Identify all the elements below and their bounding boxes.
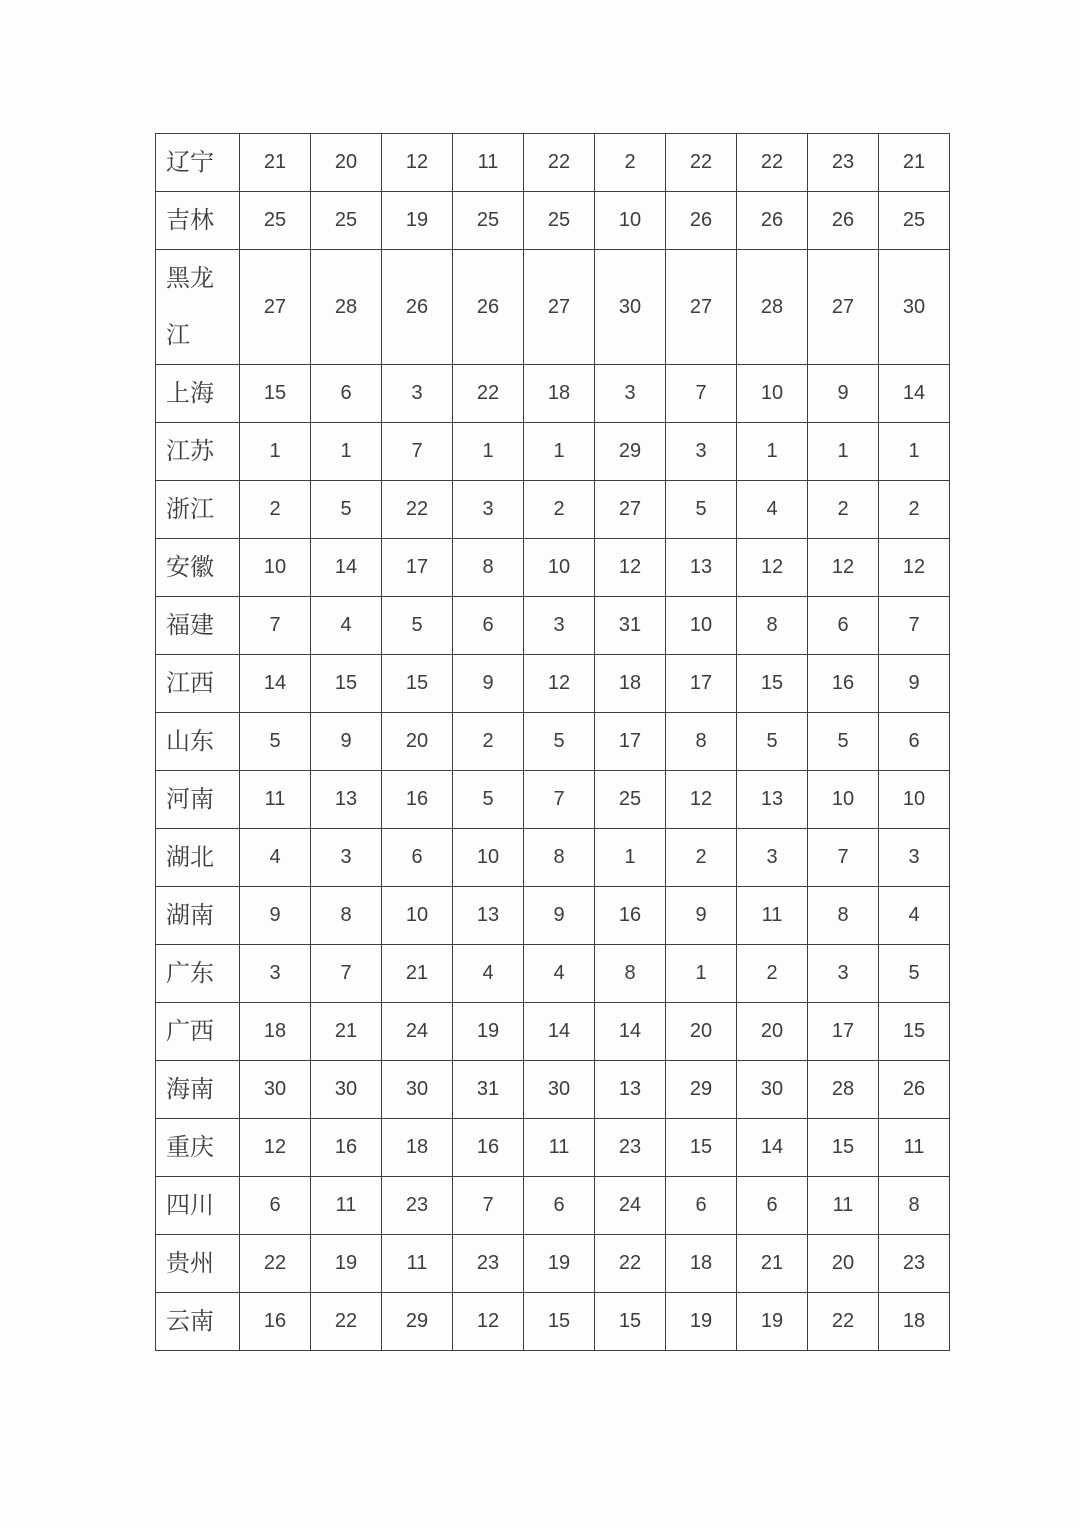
- rank-value-cell: 15: [311, 655, 382, 713]
- rank-value-cell: 16: [595, 887, 666, 945]
- rank-value-cell: 24: [595, 1177, 666, 1235]
- rank-value-cell: 20: [382, 713, 453, 771]
- rank-value-cell: 8: [879, 1177, 950, 1235]
- rank-value-cell: 10: [737, 365, 808, 423]
- province-name-cell: 湖南: [156, 887, 240, 945]
- rank-value-cell: 8: [737, 597, 808, 655]
- rank-value-cell: 21: [240, 134, 311, 192]
- rank-value-cell: 5: [311, 481, 382, 539]
- rank-value-cell: 12: [879, 539, 950, 597]
- rank-value-cell: 22: [808, 1293, 879, 1351]
- rank-value-cell: 4: [240, 829, 311, 887]
- rank-value-cell: 14: [311, 539, 382, 597]
- table-row: [156, 1061, 950, 1119]
- province-rank-table: [155, 133, 950, 1351]
- rank-value-cell: 7: [382, 423, 453, 481]
- rank-value-cell: 4: [879, 887, 950, 945]
- rank-value-cell: 17: [595, 713, 666, 771]
- rank-value-cell: 29: [666, 1061, 737, 1119]
- province-name-cell: 辽宁: [156, 134, 240, 192]
- rank-value-cell: 20: [311, 134, 382, 192]
- table-row: [156, 887, 950, 945]
- rank-value-cell: 16: [808, 655, 879, 713]
- rank-value-cell: 22: [524, 134, 595, 192]
- rank-value-cell: 31: [453, 1061, 524, 1119]
- rank-value-cell: 4: [311, 597, 382, 655]
- rank-value-cell: 12: [808, 539, 879, 597]
- table-row: [156, 365, 950, 423]
- rank-value-cell: 18: [595, 655, 666, 713]
- rank-value-cell: 28: [311, 250, 382, 365]
- province-name-cell: 贵州: [156, 1235, 240, 1293]
- province-name-cell: 福建: [156, 597, 240, 655]
- province-table-body: [156, 134, 950, 1351]
- rank-value-cell: 21: [382, 945, 453, 1003]
- table-row: [156, 597, 950, 655]
- rank-value-cell: 6: [311, 365, 382, 423]
- rank-value-cell: 13: [595, 1061, 666, 1119]
- rank-value-cell: 10: [879, 771, 950, 829]
- rank-value-cell: 5: [666, 481, 737, 539]
- rank-value-cell: 11: [737, 887, 808, 945]
- rank-value-cell: 14: [595, 1003, 666, 1061]
- rank-value-cell: 1: [453, 423, 524, 481]
- rank-value-cell: 14: [524, 1003, 595, 1061]
- rank-value-cell: 1: [737, 423, 808, 481]
- rank-value-cell: 1: [808, 423, 879, 481]
- rank-value-cell: 22: [737, 134, 808, 192]
- province-name-cell: 云南: [156, 1293, 240, 1351]
- rank-value-cell: 25: [524, 192, 595, 250]
- rank-value-cell: 22: [311, 1293, 382, 1351]
- province-name-cell: 黑龙江: [156, 250, 240, 365]
- rank-value-cell: 1: [240, 423, 311, 481]
- rank-value-cell: 25: [453, 192, 524, 250]
- rank-value-cell: 9: [666, 887, 737, 945]
- rank-value-cell: 3: [879, 829, 950, 887]
- rank-value-cell: 8: [666, 713, 737, 771]
- rank-value-cell: 23: [808, 134, 879, 192]
- rank-value-cell: 3: [311, 829, 382, 887]
- rank-value-cell: 5: [240, 713, 311, 771]
- rank-value-cell: 2: [737, 945, 808, 1003]
- rank-value-cell: 4: [524, 945, 595, 1003]
- rank-value-cell: 10: [240, 539, 311, 597]
- rank-value-cell: 22: [666, 134, 737, 192]
- province-name-cell: 安徽: [156, 539, 240, 597]
- rank-value-cell: 9: [311, 713, 382, 771]
- rank-value-cell: 16: [453, 1119, 524, 1177]
- rank-value-cell: 2: [595, 134, 666, 192]
- rank-value-cell: 9: [524, 887, 595, 945]
- rank-value-cell: 14: [737, 1119, 808, 1177]
- rank-value-cell: 15: [240, 365, 311, 423]
- rank-value-cell: 5: [382, 597, 453, 655]
- table-row: [156, 945, 950, 1003]
- rank-value-cell: 30: [382, 1061, 453, 1119]
- rank-value-cell: 2: [666, 829, 737, 887]
- rank-value-cell: 10: [595, 192, 666, 250]
- table-row: [156, 1293, 950, 1351]
- rank-value-cell: 27: [240, 250, 311, 365]
- province-name-cell: 湖北: [156, 829, 240, 887]
- table-row: [156, 539, 950, 597]
- rank-value-cell: 10: [666, 597, 737, 655]
- rank-value-cell: 29: [382, 1293, 453, 1351]
- rank-value-cell: 30: [879, 250, 950, 365]
- table-row: [156, 250, 950, 365]
- rank-value-cell: 12: [737, 539, 808, 597]
- rank-value-cell: 22: [240, 1235, 311, 1293]
- rank-value-cell: 18: [524, 365, 595, 423]
- table-row: [156, 655, 950, 713]
- rank-value-cell: 12: [524, 655, 595, 713]
- rank-value-cell: 15: [595, 1293, 666, 1351]
- rank-value-cell: 13: [453, 887, 524, 945]
- rank-value-cell: 10: [453, 829, 524, 887]
- rank-value-cell: 2: [240, 481, 311, 539]
- rank-value-cell: 7: [808, 829, 879, 887]
- rank-value-cell: 3: [737, 829, 808, 887]
- rank-value-cell: 10: [382, 887, 453, 945]
- rank-value-cell: 7: [524, 771, 595, 829]
- rank-value-cell: 26: [737, 192, 808, 250]
- rank-value-cell: 11: [311, 1177, 382, 1235]
- rank-value-cell: 7: [666, 365, 737, 423]
- rank-value-cell: 18: [879, 1293, 950, 1351]
- table-row: [156, 481, 950, 539]
- rank-value-cell: 11: [453, 134, 524, 192]
- rank-value-cell: 12: [240, 1119, 311, 1177]
- rank-value-cell: 26: [808, 192, 879, 250]
- rank-value-cell: 14: [879, 365, 950, 423]
- rank-value-cell: 16: [382, 771, 453, 829]
- rank-value-cell: 6: [453, 597, 524, 655]
- rank-value-cell: 5: [737, 713, 808, 771]
- rank-value-cell: 15: [737, 655, 808, 713]
- rank-value-cell: 9: [808, 365, 879, 423]
- province-name-cell: 四川: [156, 1177, 240, 1235]
- rank-value-cell: 1: [666, 945, 737, 1003]
- rank-value-cell: 14: [240, 655, 311, 713]
- rank-value-cell: 7: [311, 945, 382, 1003]
- rank-value-cell: 20: [808, 1235, 879, 1293]
- rank-value-cell: 5: [879, 945, 950, 1003]
- rank-value-cell: 11: [524, 1119, 595, 1177]
- rank-value-cell: 9: [879, 655, 950, 713]
- rank-value-cell: 17: [808, 1003, 879, 1061]
- rank-value-cell: 15: [524, 1293, 595, 1351]
- rank-value-cell: 23: [595, 1119, 666, 1177]
- rank-value-cell: 7: [879, 597, 950, 655]
- province-name-cell: 广西: [156, 1003, 240, 1061]
- rank-value-cell: 16: [240, 1293, 311, 1351]
- rank-value-cell: 3: [666, 423, 737, 481]
- rank-value-cell: 6: [737, 1177, 808, 1235]
- rank-value-cell: 11: [240, 771, 311, 829]
- rank-value-cell: 26: [382, 250, 453, 365]
- rank-value-cell: 22: [382, 481, 453, 539]
- rank-value-cell: 21: [737, 1235, 808, 1293]
- rank-value-cell: 13: [666, 539, 737, 597]
- rank-value-cell: 6: [382, 829, 453, 887]
- rank-value-cell: 6: [808, 597, 879, 655]
- rank-value-cell: 2: [808, 481, 879, 539]
- rank-value-cell: 3: [524, 597, 595, 655]
- province-name-cell: 上海: [156, 365, 240, 423]
- rank-value-cell: 8: [311, 887, 382, 945]
- rank-value-cell: 15: [382, 655, 453, 713]
- rank-value-cell: 19: [453, 1003, 524, 1061]
- table-row: [156, 713, 950, 771]
- table-row: [156, 423, 950, 481]
- table-row: [156, 1003, 950, 1061]
- table-row: [156, 134, 950, 192]
- rank-value-cell: 9: [240, 887, 311, 945]
- rank-value-cell: 27: [595, 481, 666, 539]
- rank-value-cell: 1: [595, 829, 666, 887]
- rank-value-cell: 24: [382, 1003, 453, 1061]
- rank-value-cell: 3: [595, 365, 666, 423]
- rank-value-cell: 1: [311, 423, 382, 481]
- rank-value-cell: 16: [311, 1119, 382, 1177]
- rank-value-cell: 12: [382, 134, 453, 192]
- rank-value-cell: 25: [240, 192, 311, 250]
- province-name-cell: 江西: [156, 655, 240, 713]
- rank-value-cell: 28: [808, 1061, 879, 1119]
- rank-value-cell: 30: [240, 1061, 311, 1119]
- rank-value-cell: 25: [595, 771, 666, 829]
- province-name-cell: 吉林: [156, 192, 240, 250]
- province-name-cell: 浙江: [156, 481, 240, 539]
- rank-value-cell: 13: [737, 771, 808, 829]
- table-row: [156, 1235, 950, 1293]
- rank-value-cell: 20: [666, 1003, 737, 1061]
- rank-value-cell: 3: [808, 945, 879, 1003]
- rank-value-cell: 18: [666, 1235, 737, 1293]
- rank-value-cell: 11: [808, 1177, 879, 1235]
- rank-value-cell: 8: [808, 887, 879, 945]
- rank-value-cell: 5: [808, 713, 879, 771]
- rank-value-cell: 25: [311, 192, 382, 250]
- province-name-cell: 山东: [156, 713, 240, 771]
- rank-value-cell: 26: [666, 192, 737, 250]
- rank-value-cell: 4: [737, 481, 808, 539]
- rank-value-cell: 22: [453, 365, 524, 423]
- province-name-cell: 江苏: [156, 423, 240, 481]
- rank-value-cell: 8: [595, 945, 666, 1003]
- rank-value-cell: 30: [737, 1061, 808, 1119]
- rank-value-cell: 1: [524, 423, 595, 481]
- table-row: [156, 192, 950, 250]
- rank-value-cell: 10: [524, 539, 595, 597]
- rank-value-cell: 2: [524, 481, 595, 539]
- rank-value-cell: 6: [666, 1177, 737, 1235]
- rank-value-cell: 17: [382, 539, 453, 597]
- province-name-cell: 广东: [156, 945, 240, 1003]
- rank-value-cell: 3: [240, 945, 311, 1003]
- rank-value-cell: 27: [524, 250, 595, 365]
- rank-value-cell: 28: [737, 250, 808, 365]
- rank-value-cell: 13: [311, 771, 382, 829]
- table-row: [156, 829, 950, 887]
- province-name-cell: 海南: [156, 1061, 240, 1119]
- rank-value-cell: 30: [311, 1061, 382, 1119]
- rank-value-cell: 20: [737, 1003, 808, 1061]
- rank-value-cell: 19: [737, 1293, 808, 1351]
- rank-value-cell: 5: [453, 771, 524, 829]
- rank-value-cell: 8: [524, 829, 595, 887]
- rank-value-cell: 3: [382, 365, 453, 423]
- table-row: [156, 771, 950, 829]
- rank-value-cell: 19: [311, 1235, 382, 1293]
- rank-value-cell: 2: [879, 481, 950, 539]
- rank-value-cell: 21: [879, 134, 950, 192]
- rank-value-cell: 15: [666, 1119, 737, 1177]
- rank-value-cell: 11: [382, 1235, 453, 1293]
- rank-value-cell: 9: [453, 655, 524, 713]
- rank-value-cell: 15: [808, 1119, 879, 1177]
- rank-value-cell: 23: [879, 1235, 950, 1293]
- province-name-cell: 重庆: [156, 1119, 240, 1177]
- rank-value-cell: 10: [808, 771, 879, 829]
- rank-value-cell: 12: [595, 539, 666, 597]
- rank-value-cell: 23: [453, 1235, 524, 1293]
- rank-value-cell: 7: [453, 1177, 524, 1235]
- rank-value-cell: 6: [240, 1177, 311, 1235]
- rank-value-cell: 31: [595, 597, 666, 655]
- rank-value-cell: 18: [240, 1003, 311, 1061]
- table-row: [156, 1119, 950, 1177]
- rank-value-cell: 29: [595, 423, 666, 481]
- rank-value-cell: 5: [524, 713, 595, 771]
- rank-value-cell: 6: [524, 1177, 595, 1235]
- rank-value-cell: 19: [666, 1293, 737, 1351]
- rank-value-cell: 6: [879, 713, 950, 771]
- table-row: [156, 1177, 950, 1235]
- rank-value-cell: 27: [808, 250, 879, 365]
- rank-value-cell: 8: [453, 539, 524, 597]
- rank-value-cell: 12: [666, 771, 737, 829]
- rank-value-cell: 26: [879, 1061, 950, 1119]
- rank-value-cell: 23: [382, 1177, 453, 1235]
- rank-value-cell: 17: [666, 655, 737, 713]
- rank-value-cell: 1: [879, 423, 950, 481]
- rank-value-cell: 19: [382, 192, 453, 250]
- rank-value-cell: 3: [453, 481, 524, 539]
- rank-value-cell: 12: [453, 1293, 524, 1351]
- rank-value-cell: 27: [666, 250, 737, 365]
- rank-value-cell: 21: [311, 1003, 382, 1061]
- rank-value-cell: 22: [595, 1235, 666, 1293]
- rank-value-cell: 15: [879, 1003, 950, 1061]
- province-name-cell: 河南: [156, 771, 240, 829]
- rank-value-cell: 2: [453, 713, 524, 771]
- rank-value-cell: 4: [453, 945, 524, 1003]
- rank-value-cell: 11: [879, 1119, 950, 1177]
- rank-value-cell: 7: [240, 597, 311, 655]
- rank-value-cell: 30: [524, 1061, 595, 1119]
- rank-value-cell: 19: [524, 1235, 595, 1293]
- rank-value-cell: 18: [382, 1119, 453, 1177]
- rank-value-cell: 30: [595, 250, 666, 365]
- rank-value-cell: 25: [879, 192, 950, 250]
- rank-value-cell: 26: [453, 250, 524, 365]
